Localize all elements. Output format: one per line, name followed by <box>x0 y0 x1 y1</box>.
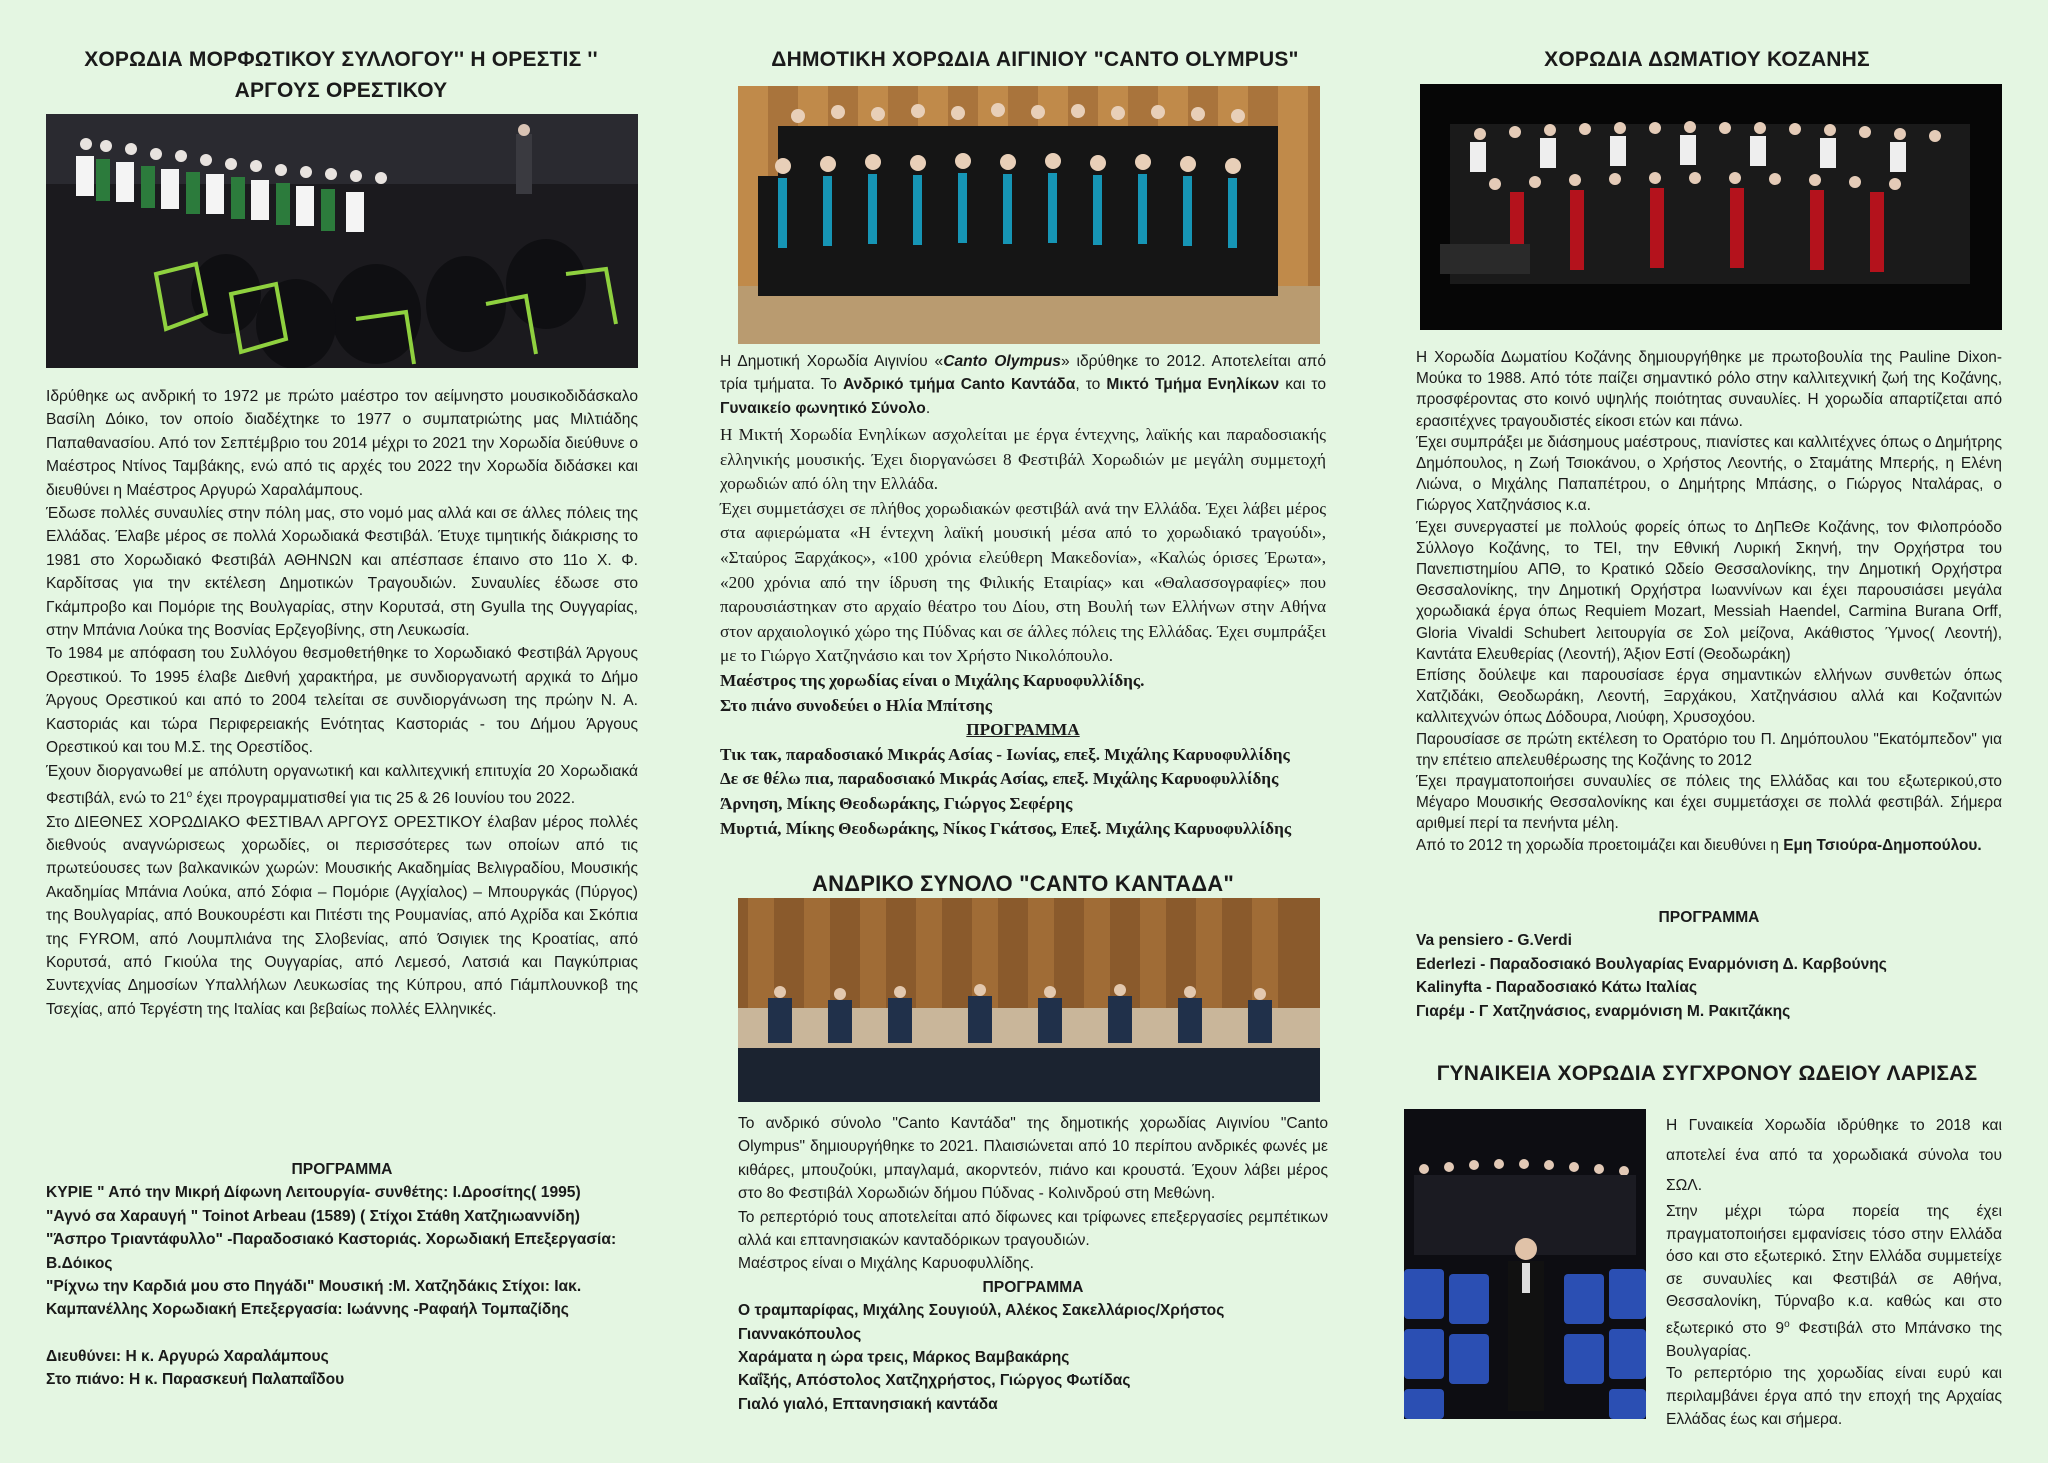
right-paragraph: Παρουσίασε σε πρώτη εκτέλεση το Ορατόριο του Π. Δημόπουλου "Εκατόμπεδον" για την επέτειο απελευθέρωσης της Κοζάνης το 2012 <box>1416 730 2002 769</box>
middle-paragraph: Η Δημοτική Χορωδία Αιγινίου «Canto Olympus» ιδρύθηκε το 2012. Αποτελείται από τρία τμήματα. Το Ανδρικό τμήμα Canto Καντάδα, το Μικτό Τμήμα Ενηλίκων και το Γυναικείο φωνητικό Σύνολο. <box>720 353 1327 417</box>
program-heading: ΠΡΟΓΡΑΜΜΑ <box>1658 909 1760 926</box>
program-item: Kalinyfta - Παραδοσιακό Κάτω Ιταλίας <box>1416 979 1698 997</box>
right-paragraph: Από το 2012 τη χορωδία προετοιμάζει και διευθύνει η Εμη Τσιούρα-Δημοπούλου. <box>1416 836 1982 854</box>
middle-paragraph: Το ρεπερτόριό τους αποτελείται από δίφωνες και τρίφωνες επεξεργασίες ρεμπέτικων αλλά και επτανησιακών κανταδόρικων τραγουδιών. <box>738 1208 1328 1250</box>
middle-piano: Στο πιάνο συνοδεύει ο Ηλία Μπίτσης <box>720 695 993 715</box>
program-item: "Ρίχνω την Καρδιά μου στο Πηγάδι" Μουσική :Μ. Χατζηδάκις Στίχοι: Ιακ. Καμπανέλλης Χορωδιακή Επεξεργασία: Ιωάννης -Ραφαήλ Τομπαζίδης <box>46 1278 582 1319</box>
left-choir-photo <box>46 114 638 368</box>
program-heading: ΠΡΟΓΡΑΜΜΑ <box>982 1278 1084 1296</box>
kozani-choir-photo <box>1420 84 2002 330</box>
right-paragraph: Η Χορωδία Δωματίου Κοζάνης δημιουργήθηκε με πρωτοβουλία της Pauline Dixon- Μούκα το 1988. Από τότε παίζει σημαντικό ρόλο στην καλλιτεχνική ζωή της Κοζάνης, προσφέροντας στο κοινό υψηλής ποιότητας συναυλίες. Η χορωδία απαρτίζεται από ερασιτέχνες τραγουδιστές είκοσι ετών και πάνω. <box>1416 349 2002 430</box>
right-paragraph: Επίσης δούλεψε και παρουσίασε έργα σημαντικών ελλήνων συνθετών όπως Χατζιδάκι, Θεοδωράκη, Λεοντή, Ξαρχάκου, Χατζηνάσιου αλλά και Κοζανιτών καλλιτεχνών όπως Δόδουρα, Λιούφη, Χρυσοχόου. <box>1416 667 2002 727</box>
program-item: "Αγνό σα Χαραυγή " Toinot Arbeau (1589) ( Στίχοι Στάθη Χατζηιωαννίδη) <box>46 1207 580 1225</box>
right-program <box>1416 906 2002 1023</box>
director-line: Διευθύνει: Η κ. Αργυρώ Χαραλάμπους <box>46 1347 329 1365</box>
left-paragraph: Το 1984 με απόφαση του Συλλόγου θεσμοθετήθηκε το Χορωδιακό Φεστιβάλ Άργους Ορεστικού. Το 1995 έλαβε Διεθνή χαρακτήρα, με συνδιοργανωτή αρχικά το Δήμο Άργους Ορεστικού και από το 2004 τελείται σε συνδιοργάνωση της πρώην Ν. Α. Καστοριάς και τώρα Περιφερειακής Ενότητας Καστοριάς - του Δήμου Άργους Ορεστικού και του Μ.Σ. της Ορεστίδος. <box>46 645 638 757</box>
program-item: Γιαλό γιαλό, Επτανησιακή καντάδα <box>738 1395 998 1413</box>
program-item: Ederlezi - Παραδοσιακό Βουλγαρίας Εναρμόνιση Δ. Καρβούνης <box>1416 955 1887 973</box>
program-item: Δε σε θέλω πια, παραδοσιακό Μικράς Ασίας, επεξ. Μιχάλης Καρυοφυλλίδης <box>720 769 1279 789</box>
middle-maestro-2: Μαέστρος είναι ο Μιχάλης Καρυοφυλλίδης. <box>738 1255 1034 1273</box>
program-item: Καΐξής, Απόστολος Χατζηχρήστος, Γιώργος Φωτίδας <box>738 1372 1131 1390</box>
program-item: ΚΥΡΙΕ " Από την Μικρή Δίφωνη Λειτουργία- συνθέτης: Ι.Δροσίτης( 1995) <box>46 1184 581 1202</box>
left-paragraph: Ιδρύθηκε ως ανδρική το 1972 με πρώτο μαέστρο τον αείμνηστο μουσικοδιδάσκαλο Βασίλη Δόικο, τον οποίο διαδέχτηκε το 1977 ο συμπατριώτης μας Μιλτιάδης Παπαθανασίου. Από τον Σεπτέμβριο του 2014 μέχρι το 2021 την Χορωδία διεύθυνε ο Μαέστρος Ντίνος Ταμβάκης, ενώ από τις αρχές του 2022 την Χορωδία διδάσκει και διευθύνει η Μαέστρος Αργυρώ Χαραλάμπους. <box>46 388 638 499</box>
program-item: Ο τραμπαρίφας, Μιχάλης Σουγιούλ, Αλέκος Σακελλάριος/Χρήστος Γιαννακόπουλος <box>738 1302 1225 1343</box>
program-heading: ΠΡΟΓΡΑΜΜΑ <box>291 1161 393 1178</box>
middle-intro <box>720 350 1326 420</box>
left-paragraph: Έχουν διοργανωθεί με απόλυτη οργανωτική και καλλιτεχνική επιτυχία 20 Χορωδιακά Φεστιβάλ, ενώ το $21^o$ έχει προγραμματισθεί για τις 25 & 26 Ιουνίου του 2022. <box>46 762 638 808</box>
kantada-body <box>738 1112 1328 1416</box>
left-paragraph: Στο ΔΙΕΘΝΕΣ ΧΟΡΩΔΙΑΚΟ ΦΕΣΤΙΒΑΛ ΑΡΓΟΥΣ ΟΡΕΣΤΙΚΟΥ έλαβαν μέρος πολλές διεθνούς αναγνώρισεως χορωδίες, οι περισσότερες των οποίων από τις πρωτεύουσες των βαλκανικών χωρών: Μουσικής Ακαδημίας Βελιγραδίου, Μουσικής Ακαδημίας Μπάνια Λούκα, από Σόφια – Πομόριε (Αγχίαλος) – Μπουργκάς (Πύργος) της Βουλγαρίας, από Βουκουρέστι και Πιτέστι της Ρουμανίας, από Αχρίδα και Σκόπια της FYROM, από Λουμπλιάνα της Σλοβενίας, από Όσιγιεκ της Κροατίας, από Κορυτσά, από Γκιούλα της Ουγγαρίας, από Λεμεσό, Λατσιά και Παγκύπριας Συντεχνίας Δημοσίων Υπαλλήλων Λευκωσίας της Κύπρου, από Γιάμπλουνκοβ της Τσεχίας, από Τεργέστη της Ιταλίας και βεβαίως πολλές Ελληνικές. <box>46 813 638 1018</box>
right-paragraph: Η Γυναικεία Χορωδία ιδρύθηκε το 2018 και αποτελεί ένα από τα χορωδιακά σύνολα του ΣΩΛ. <box>1666 1117 2002 1194</box>
piano-line: Στο πιάνο: Η κ. Παρασκευή Παλαπαΐδου <box>46 1371 345 1389</box>
right-title-2: ΓΥΝΑΙΚΕΙΑ ΧΟΡΩΔΙΑ ΣΥΓΧΡΟΝΟΥ ΩΔΕΙΟΥ ΛΑΡΙΣΑΣ <box>1436 1062 1978 1085</box>
program-item: Τικ τακ, παραδοσιακό Μικράς Ασίας - Ιωνίας, επεξ. Μιχάλης Καρυοφυλλίδης <box>720 744 1290 764</box>
larisa-choir-photo <box>1404 1109 1646 1419</box>
left-paragraph: Έδωσε πολλές συναυλίες στην πόλη μας, στο νομό μας αλλά και σε άλλες πόλεις της Ελλάδας. Έλαβε μέρος σε πολλά Χορωδιακά Φεστιβάλ. Έτυχε τιμητικής διάκρισης το 1981 στο Χορωδιακό Φεστιβάλ ΑΘΗΝΩΝ και απέσπασε έπαινο στο 11ο Χ. Φ. Καρδίτσας για την εκτέλεση Δημοτικών Τραγουδιών. Συναυλίες έδωσε στο Γκάμπροβο και Πομόριε της Βουλγαρίας, στην Κορυτσά, στη Gyulla της Ουγγαρίας, στην Μπάνια Λούκα της Βοσνίας Ερζεγοβίνης, στη Λευκωσία. <box>46 505 638 640</box>
middle-title-2: ΑΝΔΡΙΚΟ ΣΥΝΟΛΟ "CANTO ΚΑΝΤΑΔΑ" <box>812 871 1234 896</box>
larisa-body <box>1666 1111 2002 1431</box>
right-paragraph: Έχει πραγματοποιήσει συναυλίες σε πόλεις της Ελλάδας και του εξωτερικού,στο Μέγαρο Μουσικής Θεσσαλονίκης και έχει συμμετάσχει σε πολλά φεστιβάλ. Σήμερα αριθμεί περί τα πενήντα μέλη. <box>1416 773 2002 833</box>
right-paragraph: Στην μέχρι τώρα πορεία της έχει πραγματοποιήσει εμφανίσεις τόσο στην Ελλάδα όσο και στο εξωτερικό. Στην Ελλάδα συμμετείχε σε συναυλίες και Φεστιβάλ σε Αθήνα, Θεσσαλονίκη, Τύρναβο κ.α. καθώς και στο εξωτερικό στο $9^o$ Φεστιβάλ στο Μπάνσκο της Βουλγαρίας. <box>1666 1203 2002 1360</box>
left-title: ΧΟΡΩΔΙΑ ΜΟΡΦΩΤΙΚΟΥ ΣΥΛΛΟΓΟΥ'' Η ΟΡΕΣΤΙΣ '' ΑΡΓΟΥΣ ΟΡΕΣΤΙΚΟΥ <box>84 48 598 102</box>
middle-choir-photo <box>738 86 1320 344</box>
program-item: Γιαρέμ - Γ Χατζηνάσιος, εναρμόνιση Μ. Ρακιτζάκης <box>1416 1002 1791 1020</box>
program-item: Άρνηση, Μίκης Θεοδωράκης, Γιώργος Σεφέρης <box>720 793 1073 813</box>
program-heading: ΠΡΟΓΡΑΜΜΑ <box>966 720 1080 740</box>
middle-paragraph: Η Μικτή Χορωδία Ενηλίκων ασχολείται με έργα έντεχνης, λαϊκής και παραδοσιακής ελληνικής μουσικής. Έχει διοργανώσει 8 Φεστιβάλ Χορωδιών με μεγάλη συμμετοχή χορωδιών από όλη την Ελλάδα. <box>720 425 1326 494</box>
right-paragraph: Έχει συμπράξει με διάσημους μαέστρους, πιανίστες και καλλιτέχνες όπως ο Δημήτρης Δημόπουλος, η Ζωή Τσιοκάνου, ο Χρήστος Λεοντής, ο Σταμάτης Μπερής, η Ελένη Λιώνα, ο Μιχάλης Παπαπέτρου, ο Δημήτρης Μπάσης, ο Γιώργος Νταλάρας, ο Γιώργος Χατζηνάσιος κ.α. <box>1416 433 2002 515</box>
program-item: Μυρτιά, Μίκης Θεοδωράκης, Νίκος Γκάτσος, Επεξ. Μιχάλης Καρυοφυλλίδης <box>720 818 1292 838</box>
program-item: Va pensiero - G.Verdi <box>1416 932 1572 950</box>
middle-paragraph: Το ανδρικό σύνολο "Canto Καντάδα" της δημοτικής χορωδίας Αιγινίου "Canto Olympus" δημιουργήθηκε το 2021. Πλαισιώνεται από 10 περίπου ανδρικές φωνές με κιθάρες, μπουζούκι, μπαγλαμά, ακορντεόν, πιάνο και κρουστά. Έχουν λάβει μέρος στο 8ο Φεστιβάλ Χορωδιών δήμου Πύδνας - Κολινδρού στη Μεθώνη. <box>738 1115 1328 1203</box>
right-body <box>1416 347 2002 856</box>
right-paragraph: Έχει συνεργαστεί με πολλούς φορείς όπως το ΔηΠεΘε Κοζάνης, τον Φιλοπρόοδο Σύλλογο Κοζάνης, το ΤΕΙ, την Εθνική Λυρική Σκηνή, την Ορχήστρα του Πανεπιστημίου ΑΠΘ, το Κρατικό Ωδείο Θεσσαλονίκης, την Δημοτική Ορχήστρα Θεσσαλονίκης, την Δημοτική Ορχήστρα Ιωαννίνων και έχει παρουσιάσει μεγάλα χορωδιακά έργα όπως Requiem Mozart, Messiah Haendel, Carmina Burana Orff, Gloria Vivaldi Schubert λειτουργία σε Σολ μείζονα, Ακάθιστος Ύμνος( Λεοντή), Καντάτα Ελευθερίας (Λεοντή), Άξιον Εστί (Θεοδωράκη) <box>1416 518 2002 663</box>
right-paragraph: Το ρεπερτόριο της χορωδίας είναι ευρύ και περιλαμβάνει έργα από την εποχή της Αρχαίας Ελλάδας έως και σήμερα. <box>1666 1365 2002 1428</box>
program-item: Χαράματα η ώρα τρεις, Μάρκος Βαμβακάρης <box>738 1349 1070 1367</box>
middle-paragraph: Έχει συμμετάσχει σε πλήθος χορωδιακών φεστιβάλ ανά την Ελλάδα. Έχει λάβει μέρος στα αφιερώματα «Η έντεχνη λαϊκή μουσική μέσα από το χορωδιακό τραγούδι», «Σταύρος Ξαρχάκος», «100 χρόνια ελεύθερη Μακεδονία», «Καλώς όρισες Έρωτα», «200 χρόνια από την ίδρυση της Φιλικής Εταιρίας» και «Θαλασσογραφίες» που παρουσιάστηκαν στο αρχαίο θέατρο του Δίου, στη Βουλή των Ελλήνων στην Αθήνα στον αρχαιολογικό χώρο της Πύδνας και σε άλλες πόλεις της Ελλάδας. Έχει συμπράξει με το Γιώργο Χατζηνάσιο και τον Χρήστο Νικολόπουλο. <box>720 498 1326 666</box>
left-body <box>46 385 638 1021</box>
program-item: "Άσπρο Τριαντάφυλλο" -Παραδοσιακό Καστοριάς. Χορωδιακή Επεξεργασία: Β.Δόικος <box>46 1231 617 1272</box>
middle-body <box>720 423 1326 841</box>
left-program <box>46 1158 638 1392</box>
middle-maestro: Μαέστρος της χορωδίας είναι ο Μιχάλης Καρυοφυλλίδης. <box>720 670 1145 690</box>
right-title: ΧΟΡΩΔΙΑ ΔΩΜΑΤΙΟΥ ΚΟΖΑΝΗΣ <box>1544 48 1870 71</box>
canto-kantada-photo <box>738 898 1320 1102</box>
middle-title: ΔΗΜΟΤΙΚΗ ΧΟΡΩΔΙΑ ΑΙΓΙΝΙΟΥ "CANTO OLYMPUS" <box>771 48 1299 71</box>
